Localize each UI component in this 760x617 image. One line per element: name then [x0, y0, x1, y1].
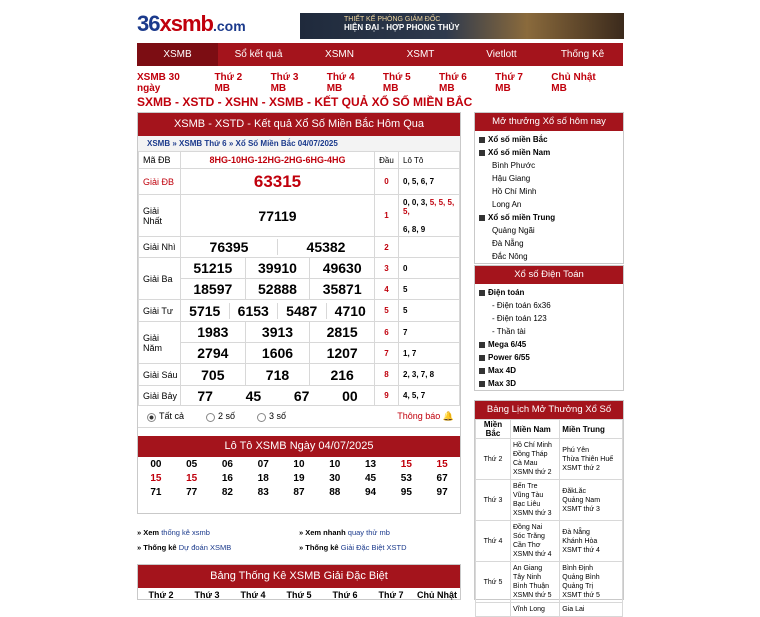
loto-cell: 15: [150, 473, 162, 484]
loto-cell: 07: [257, 459, 269, 470]
loto-2: [399, 237, 460, 258]
side-link-mega[interactable]: Mega 6/45: [475, 338, 623, 351]
side-dt-item[interactable]: - Điện toán 6x36: [492, 301, 551, 310]
schedule-mt[interactable]: Gia Lai: [560, 603, 623, 617]
stats-day: Thứ 6: [332, 590, 358, 600]
schedule-mn[interactable]: Đồng Nai Sóc Trăng Cần Thơ XSMN thứ 4: [511, 521, 560, 562]
dau-1: 1: [375, 195, 399, 237]
result-table: [138, 151, 460, 406]
prize-bay-3: 67: [293, 387, 310, 404]
loto-3: 0: [399, 258, 460, 279]
crumb-xsmb[interactable]: XSMB: [147, 139, 171, 148]
schedule-row: [476, 603, 623, 617]
special-code: 8HG-10HG-12HG-2HG-6HG-4HG: [181, 152, 375, 169]
bullet-icon: [479, 355, 485, 361]
ad-banner[interactable]: [300, 13, 624, 39]
schedule-day: Thứ 5: [476, 562, 511, 603]
loto-title: Lô Tô XSMB Ngày 04/07/2025: [138, 436, 460, 457]
prize-ba-4: 18597: [181, 279, 246, 300]
side-link-max3d[interactable]: Max 3D: [475, 377, 623, 390]
bell-icon: 🔔: [442, 411, 454, 421]
dau-4: 4: [375, 279, 399, 300]
side-link-dien-toan[interactable]: Điện toán: [475, 286, 623, 299]
schedule-row: [476, 521, 623, 562]
side-province[interactable]: Bình Phước: [492, 161, 536, 170]
schedule-mt[interactable]: Phú Yên Thừa Thiên Huế XSMT thứ 2: [560, 439, 623, 480]
loto-cell: 83: [257, 487, 269, 498]
dau-6: 6: [375, 322, 399, 343]
schedule-mn[interactable]: An Giang Tây Ninh Bình Thuận XSMN thứ 5: [511, 562, 560, 603]
prize-bay-4: 00: [342, 387, 358, 404]
stats-title: Bảng Thống Kê XSMB Giải Đặc Biệt: [138, 565, 460, 588]
loto-1: 0, 0, 3, 5, 5, 5, 5, 6, 8, 9: [399, 195, 460, 237]
label-giai-nhat: Giải Nhất: [139, 195, 181, 237]
loto-cell: 06: [221, 459, 233, 470]
prize-nhi-2: 45382: [306, 239, 346, 255]
subnav-thu7[interactable]: Thứ 7 MB: [495, 72, 523, 94]
prize-nam-1: 1983: [181, 322, 246, 343]
subnav-thu6[interactable]: Thứ 6 MB: [439, 72, 467, 94]
today-draws-box: [474, 112, 624, 264]
schedule-mn[interactable]: Vĩnh Long: [511, 603, 560, 617]
prize-db: 63315: [181, 169, 375, 195]
banner-line2: HIỆN ĐẠI - HỢP PHONG THỦY: [344, 23, 460, 32]
loto-0: 0, 5, 6, 7: [399, 169, 460, 195]
option-2-so[interactable]: 2 số: [206, 411, 235, 421]
result-box: [137, 112, 461, 514]
dau-8: 8: [375, 364, 399, 386]
side-link-mn[interactable]: Xổ số miền Nam: [475, 146, 623, 159]
loto-grid: [138, 457, 460, 500]
label-giai-nhi: Giải Nhì: [139, 237, 181, 258]
stats-day: Thứ 7: [378, 590, 404, 600]
crumb-date[interactable]: Xổ Số Miền Bắc 04/07/2025: [235, 139, 338, 148]
prize-tu-4: 4710: [334, 302, 366, 319]
schedule-mn[interactable]: Hồ Chí Minh Đồng Tháp Cà Mau XSMN thứ 2: [511, 439, 560, 480]
side-link-power[interactable]: Power 6/55: [475, 351, 623, 364]
side-link-mt[interactable]: Xổ số miền Trung: [475, 211, 623, 224]
today-draws-title: Mở thưởng Xổ số hôm nay: [475, 113, 623, 131]
link-quay-thu[interactable]: » Xem nhanh quay thử mb: [299, 528, 390, 537]
subnav-thu3[interactable]: Thứ 3 MB: [270, 72, 299, 94]
link-thong-ke-xsmb[interactable]: » Xem thống kê xsmb: [137, 528, 210, 537]
loto-cell: 45: [364, 473, 377, 484]
display-options: [138, 406, 460, 428]
dau-7: 7: [375, 343, 399, 364]
site-logo[interactable]: 36xsmb.com: [137, 11, 246, 36]
nav-xsmb[interactable]: XSMB: [137, 43, 218, 66]
side-link-mb[interactable]: Xổ số miền Bắc: [475, 133, 623, 146]
loto-8: 2, 3, 7, 8: [399, 364, 460, 386]
quick-links: [137, 528, 461, 558]
col-mien-nam: Miền Nam: [511, 420, 560, 439]
prize-nam-2: 3913: [245, 322, 310, 343]
prize-sau-2: 718: [245, 364, 310, 386]
label-giai-bay: Giải Bảy: [139, 386, 181, 406]
dau-3: 3: [375, 258, 399, 279]
breadcrumb: XSMB » XSMB Thứ 6 » Xổ Số Miền Bắc 04/07/2025: [138, 136, 460, 151]
dau-0: 0: [375, 169, 399, 195]
prize-ba-1: 51215: [181, 258, 246, 279]
loto-cell: 97: [436, 487, 448, 498]
page-title: SXMB - XSTD - XSHN - XSMB - KẾT QUẢ XỔ SỐ MIỀN BẮC: [137, 95, 473, 109]
result-header: XSMB - XSTD - Kết quả Xổ Số Miền Bắc Hôm Qua: [138, 113, 460, 136]
bullet-icon: [479, 150, 485, 156]
stats-day: Thứ 2: [148, 590, 174, 600]
prize-nhi-1: 76395: [181, 239, 278, 255]
col-mien-bac: Miền Bắc: [476, 420, 511, 439]
banner-line1: THIẾT KẾ PHÒNG GIÁM ĐỐC: [344, 16, 441, 23]
label-giai-db: Giải ĐB: [139, 169, 181, 195]
prize-ba-5: 52888: [245, 279, 310, 300]
loto-cell: 10: [329, 459, 341, 470]
bullet-icon: [479, 215, 485, 221]
loto-cell: 15: [186, 473, 198, 484]
loto-cell: 19: [293, 473, 305, 484]
side-province[interactable]: Hồ Chí Minh: [492, 187, 537, 196]
subnav-thu4[interactable]: Thứ 4 MB: [326, 72, 355, 94]
prize-ba-3: 49630: [310, 258, 375, 279]
nav-so-ket-qua[interactable]: Sổ kết quả: [234, 49, 283, 60]
prize-ba-2: 39910: [245, 258, 310, 279]
link-du-doan[interactable]: » Thống kê Dự đoán XSMB: [137, 543, 232, 552]
side-dt-item[interactable]: - Điện toán 123: [492, 314, 547, 323]
schedule-row: [476, 439, 623, 480]
loto-7: 1, 7: [399, 343, 460, 364]
side-province[interactable]: Đà Nẵng: [492, 239, 524, 248]
schedule-day: Thứ 2: [476, 439, 511, 480]
loto-cell: 00: [150, 459, 162, 470]
subnav-thu5[interactable]: Thứ 5 MB: [382, 72, 411, 94]
prize-nam-4: 2794: [181, 343, 246, 364]
radio-off-icon: [257, 413, 266, 422]
loto-cell: 05: [186, 459, 198, 470]
loto-4: 5: [399, 279, 460, 300]
schedule-day: Thứ 3: [476, 480, 511, 521]
subnav-chu-nhat[interactable]: Chủ Nhật MB: [551, 72, 596, 94]
stats-days: [138, 588, 460, 602]
loto-cell: 30: [329, 473, 341, 484]
prize-bay-1: 77: [197, 387, 213, 404]
nav-xsmt[interactable]: XSMT: [406, 49, 435, 60]
loto-cell: 10: [293, 459, 305, 470]
schedule-row: [476, 562, 623, 603]
prize-tu-2: 6153: [230, 303, 279, 319]
side-dt-item[interactable]: - Thần tài: [492, 327, 526, 336]
option-3-so[interactable]: 3 số: [257, 411, 286, 421]
loto-cell: 18: [257, 473, 269, 484]
side-province[interactable]: Đắc Nông: [492, 252, 528, 261]
schedule-mt[interactable]: Bình Định Quảng Bình Quảng Trị XSMT thứ 5: [560, 562, 623, 603]
label-giai-sau: Giải Sáu: [139, 364, 181, 386]
bullet-icon: [479, 137, 485, 143]
side-province[interactable]: Long An: [492, 200, 522, 209]
schedule-mn[interactable]: Bến Tre Vũng Tàu Bạc Liêu XSMN thứ 3: [511, 480, 560, 521]
loto-cell: 94: [364, 487, 377, 498]
loto-cell: 67: [436, 473, 448, 484]
col-mien-trung: Miền Trung: [560, 420, 623, 439]
prize-nhat: 77119: [181, 195, 375, 237]
loto-cell: 71: [150, 487, 162, 498]
radio-on-icon: [147, 413, 156, 422]
prize-ba-6: 35871: [310, 279, 375, 300]
schedule-day: Thứ 4: [476, 521, 511, 562]
stats-day: Chủ Nhật: [417, 590, 457, 600]
dien-toan-title: Xổ số Điện Toán: [475, 266, 623, 284]
dau-2: 2: [375, 237, 399, 258]
subnav-thu2[interactable]: Thứ 2 MB: [214, 72, 243, 94]
bullet-icon: [479, 368, 485, 374]
loto-9: 4, 5, 7: [399, 386, 460, 406]
sub-nav: [137, 72, 623, 94]
prize-tu-1: 5715: [181, 303, 230, 319]
loto-cell: 15: [436, 459, 448, 470]
label-giai-nam: Giải Năm: [139, 322, 181, 364]
nav-xsmn[interactable]: XSMN: [325, 49, 354, 60]
prize-nam-3: 2815: [310, 322, 375, 343]
subnav-30-ngay[interactable]: XSMB 30 ngày: [137, 72, 180, 94]
loto-cell: 95: [400, 487, 412, 498]
main-nav: [137, 43, 623, 66]
nav-vietlott[interactable]: Vietlott: [486, 49, 517, 60]
nav-thong-ke[interactable]: Thống Kê: [560, 49, 605, 60]
prize-tu-3: 5487: [278, 303, 327, 319]
dau-header: Đầu: [375, 152, 399, 169]
loto-cell: 77: [186, 487, 198, 498]
loto-5: 5: [399, 300, 460, 322]
site-header: [0, 0, 760, 44]
side-province[interactable]: Quảng Ngãi: [492, 226, 535, 235]
loto-cell: 82: [221, 487, 233, 498]
schedule-box: [474, 400, 624, 613]
prize-bay-2: 45: [245, 387, 262, 404]
notify-button[interactable]: Thông báo 🔔: [397, 411, 454, 421]
loto-cell: 16: [221, 473, 233, 484]
loto-cell: 15: [400, 459, 412, 470]
schedule-day: [476, 603, 511, 617]
schedule-row: [476, 480, 623, 521]
side-province[interactable]: Hậu Giang: [492, 174, 531, 183]
dau-5: 5: [375, 300, 399, 322]
stats-day: Thứ 3: [194, 590, 220, 600]
stats-table: [137, 564, 461, 600]
label-giai-tu: Giải Tư: [139, 300, 181, 322]
loto-cell: 13: [364, 459, 377, 470]
link-giai-dac-biet[interactable]: » Thống kê Giải Đặc Biệt XSTD: [299, 543, 407, 552]
code-label: Mã ĐB: [139, 152, 181, 169]
loto-header: Lô Tô: [399, 152, 460, 169]
prize-sau-1: 705: [181, 364, 246, 386]
radio-off-icon: [206, 413, 215, 422]
bullet-icon: [479, 342, 485, 348]
crumb-thu6[interactable]: XSMB Thứ 6: [179, 139, 227, 148]
loto-6: 7: [399, 322, 460, 343]
loto-cell: 53: [400, 473, 412, 484]
prize-nam-6: 1207: [310, 343, 375, 364]
dien-toan-box: [474, 265, 624, 391]
schedule-mt[interactable]: ĐăkLăc Quảng Nam XSMT thứ 3: [560, 480, 623, 521]
prize-nam-5: 1606: [245, 343, 310, 364]
label-giai-ba: Giải Ba: [139, 258, 181, 300]
bullet-icon: [479, 290, 485, 296]
option-all[interactable]: Tất cả: [147, 411, 184, 421]
dau-9: 9: [375, 386, 399, 406]
prize-sau-3: 216: [310, 364, 375, 386]
side-link-max4d[interactable]: Max 4D: [475, 364, 623, 377]
schedule-mt[interactable]: Đà Nẵng Khánh Hòa XSMT thứ 4: [560, 521, 623, 562]
loto-cell: 87: [293, 487, 305, 498]
schedule-title: Bảng Lịch Mở Thưởng Xổ Số: [475, 401, 623, 419]
stats-day: Thứ 5: [286, 590, 312, 600]
stats-day: Thứ 4: [240, 590, 266, 600]
bullet-icon: [479, 381, 485, 387]
loto-cell: 88: [329, 487, 341, 498]
schedule-table: [475, 419, 623, 617]
